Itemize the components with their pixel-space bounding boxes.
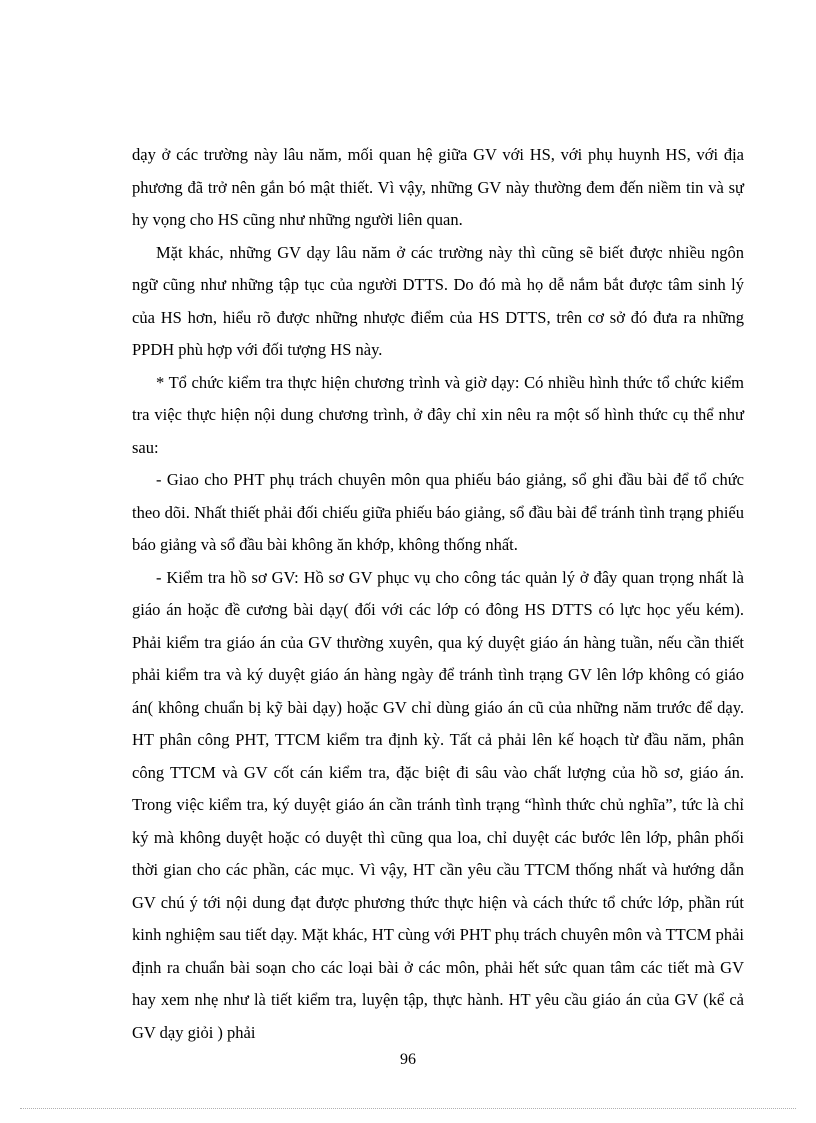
paragraph-3: * Tổ chức kiểm tra thực hiện chương trình và giờ dạy: Có nhiều hình thức tổ chức kiểm tra việc thực hiện nội dung chương trình, ở đây chỉ xin nêu ra một số hình thức cụ thể như sau:: [132, 372, 744, 457]
page-number: 96: [400, 1051, 416, 1068]
paragraph-4: - Giao cho PHT phụ trách chuyên môn qua phiếu báo giảng, sổ ghi đầu bài để tổ chức theo dõi. Nhất thiết phải đối chiếu giữa phiếu báo giảng, sổ đầu bài để tránh tình trạng phiếu báo giảng và sổ đầu bài không ăn khớp, không thống nhất.: [132, 470, 744, 554]
paragraph-1: dạy ở các trường này lâu năm, mối quan hệ giữa GV với HS, với phụ huynh HS, với địa phương đã trở nên gắn bó mật thiết. Vì vậy, những GV này thường đem đến niềm tin và sự hy vọng cho HS cũng như những người liên quan.: [132, 145, 744, 229]
paragraph-5: - Kiểm tra hồ sơ GV: Hồ sơ GV phục vụ cho công tác quản lý ở đây quan trọng nhất là giáo án hoặc đề cương bài dạy( đối với các lớp có đông HS DTTS có lực học yếu kém). Phải kiểm tra giáo án của GV thường xuyên, qua ký duyệt giáo án hàng tuần, nếu cần thiết phải kiểm tra và ký duyệt giáo án hàng ngày để tránh tình trạng GV lên lớp không có giáo án( không chuẩn bị kỹ bài dạy) hoặc GV chỉ dùng giáo án cũ của những năm trước để dạy. HT phân công PHT, TTCM kiểm tra định kỳ. Tất cả phải lên kế hoạch từ đầu năm, phân công TTCM và GV cốt cán kiểm tra, đặc biệt đi sâu vào chất lượng của hồ sơ, giáo án. Trong việc kiểm tra, ký duyệt giáo án cần tránh tình trạng “hình thức chủ nghĩa”, tức là chỉ ký mà không duyệt hoặc có duyệt thì cũng qua loa, chỉ duyệt các bước lên lớp, phân phối thời gian cho các phần, các mục. Vì vậy, HT cần yêu cầu TTCM thống nhất và hướng dẫn GV chú ý tới nội dung đạt được phương thức thực hiện và cách thức tổ chức lớp, phần rút kinh nghiệm sau tiết dạy. Mặt khác, HT cùng với PHT phụ trách chuyên môn và TTCM phải định ra chuẩn bài soạn cho các loại bài ở các môn, phải hết sức quan tâm các tiết mà GV hay xem nhẹ như là tiết kiểm tra, luyện tập, thực hành. HT yêu cầu giáo án của GV (kể cả GV dạy giỏi ) phải: [132, 567, 744, 1042]
body-text: [132, 139, 744, 1049]
paragraph-2: Mặt khác, những GV dạy lâu năm ở các trường này thì cũng sẽ biết được nhiều ngôn ngữ cũng như những tập tục của người DTTS. Do đó mà họ dễ nắm bắt được tâm sinh lý của HS hơn, hiểu rõ được những nhược điểm của HS DTTS, trên cơ sở đó đưa ra những PPDH phù hợp với đối tượng HS này.: [132, 242, 744, 359]
page-bottom-divider: [20, 1108, 796, 1109]
